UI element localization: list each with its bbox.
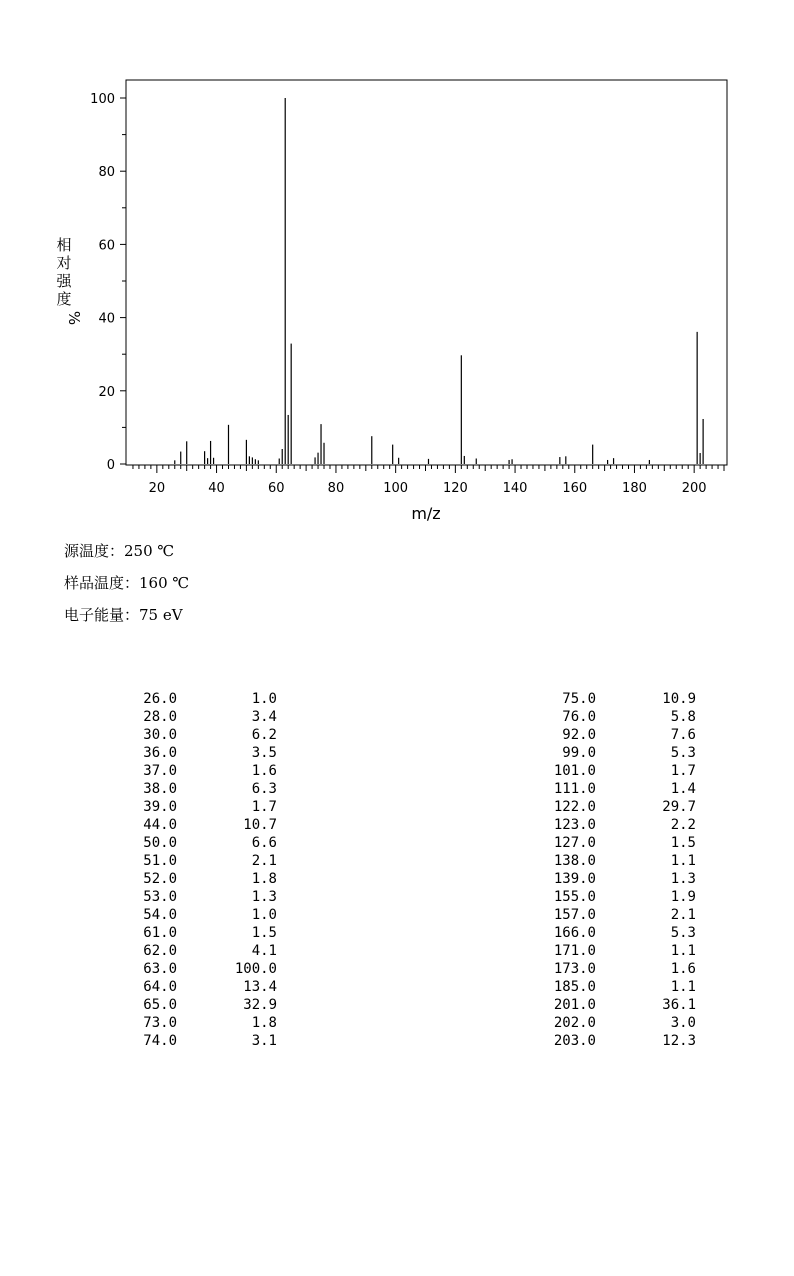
y-tick-label: 20	[98, 384, 115, 400]
mass-spectrum-chart	[0, 0, 794, 540]
y-axis-label-char: 相	[56, 236, 72, 254]
table-row	[552, 708, 696, 726]
y-tick-label: 0	[106, 458, 115, 473]
mz-value: 30.0	[143, 727, 177, 743]
mz-value: 92.0	[562, 727, 596, 743]
intensity-value: 1.3	[251, 889, 277, 905]
table-row	[552, 762, 696, 780]
table-row	[552, 888, 696, 906]
mz-value: 173.0	[553, 961, 596, 977]
y-axis-label	[56, 236, 83, 325]
intensity-value: 1.0	[251, 907, 277, 923]
mz-value: 185.0	[553, 979, 596, 995]
y-tick-label: 80	[98, 165, 115, 181]
table-row	[552, 1032, 696, 1050]
x-tick-label: 80	[327, 481, 345, 496]
intensity-value: 10.9	[662, 691, 696, 707]
y-axis-label-char: 强	[56, 272, 72, 290]
mz-value: 28.0	[143, 709, 177, 725]
x-tick-label: 40	[208, 481, 225, 496]
mz-value: 75.0	[562, 691, 596, 707]
intensity-value: 1.1	[670, 979, 696, 995]
mz-value: 73.0	[143, 1015, 177, 1031]
intensity-value: 7.6	[670, 727, 696, 743]
intensity-value: 2.1	[670, 907, 696, 923]
table-row	[552, 690, 696, 708]
table-row	[552, 852, 696, 870]
table-row	[133, 906, 277, 924]
mz-value: 171.0	[553, 943, 596, 959]
table-row	[133, 744, 277, 762]
intensity-value: 13.4	[243, 979, 277, 995]
table-row	[552, 960, 696, 978]
electron-energy: 电子能量：75 eV	[64, 606, 183, 624]
table-row	[552, 906, 696, 924]
x-tick-label: 160	[562, 481, 588, 496]
mz-value: 157.0	[553, 907, 596, 923]
table-row	[552, 816, 696, 834]
intensity-value: 5.3	[670, 745, 696, 761]
mz-value: 123.0	[553, 817, 596, 833]
intensity-value: 100.0	[234, 961, 277, 977]
intensity-value: 1.5	[251, 925, 277, 941]
intensity-value: 1.5	[670, 835, 696, 851]
x-tick-label: 120	[442, 481, 468, 496]
table-row	[133, 708, 277, 726]
intensity-value: 1.8	[251, 871, 277, 887]
table-row	[133, 762, 277, 780]
mz-value: 127.0	[553, 835, 596, 851]
intensity-value: 6.3	[251, 781, 277, 797]
x-tick-label: 60	[267, 481, 285, 496]
y-axis	[90, 92, 126, 473]
intensity-value: 1.0	[251, 691, 277, 707]
intensity-value: 6.2	[251, 727, 277, 743]
mz-value: 201.0	[553, 997, 596, 1013]
intensity-value: 1.6	[670, 961, 696, 977]
intensity-value: 29.7	[662, 799, 696, 815]
x-axis	[133, 465, 724, 496]
y-axis-label-char: 度	[56, 290, 72, 308]
table-row	[133, 996, 277, 1014]
x-tick-label: 100	[383, 481, 409, 496]
intensity-value: 2.1	[251, 853, 277, 869]
intensity-value: 3.5	[251, 745, 277, 761]
mz-value: 64.0	[143, 979, 177, 995]
mz-value: 139.0	[553, 871, 596, 887]
intensity-value: 1.7	[670, 763, 696, 779]
table-row	[133, 690, 277, 708]
intensity-value: 1.4	[670, 781, 696, 797]
table-row	[552, 780, 696, 798]
mz-value: 74.0	[143, 1033, 177, 1049]
x-tick-label: 200	[681, 481, 707, 496]
intensity-value: 1.9	[670, 889, 696, 905]
intensity-value: 6.6	[251, 835, 277, 851]
table-row	[552, 870, 696, 888]
intensity-value: 5.8	[670, 709, 696, 725]
mz-value: 54.0	[143, 907, 177, 923]
y-tick-label: 100	[90, 92, 115, 107]
y-tick-label: 60	[98, 238, 115, 254]
table-row	[552, 978, 696, 996]
mz-value: 52.0	[143, 871, 177, 887]
table-row	[552, 726, 696, 744]
mz-value: 166.0	[553, 925, 596, 941]
y-tick-label: 40	[98, 311, 115, 327]
table-row	[552, 1014, 696, 1032]
intensity-value: 1.1	[670, 943, 696, 959]
mz-value: 101.0	[553, 763, 596, 779]
table-row	[552, 924, 696, 942]
intensity-value: 32.9	[243, 997, 277, 1013]
table-row	[133, 1032, 277, 1050]
table-row	[133, 834, 277, 852]
intensity-value: 1.1	[670, 853, 696, 869]
table-row	[552, 942, 696, 960]
source-temperature: 源温度：250 ℃	[64, 542, 175, 560]
plot-frame	[126, 80, 727, 465]
peak-table-right	[552, 690, 696, 1050]
intensity-value: 36.1	[662, 997, 696, 1013]
table-row	[133, 924, 277, 942]
mz-value: 202.0	[553, 1015, 596, 1031]
sample-temperature: 样品温度：160 ℃	[64, 574, 190, 592]
mz-value: 26.0	[143, 691, 177, 707]
mz-value: 53.0	[143, 889, 177, 905]
intensity-value: 4.1	[251, 943, 277, 959]
table-row	[133, 960, 277, 978]
table-row	[133, 942, 277, 960]
mz-value: 36.0	[143, 745, 177, 761]
table-row	[552, 798, 696, 816]
table-row	[133, 870, 277, 888]
mz-value: 38.0	[143, 781, 177, 797]
intensity-value: 3.1	[251, 1033, 277, 1049]
mz-value: 203.0	[553, 1033, 596, 1049]
mz-value: 63.0	[143, 961, 177, 977]
y-axis-label-char: %	[65, 310, 83, 326]
mz-value: 61.0	[143, 925, 177, 941]
intensity-value: 1.8	[251, 1015, 277, 1031]
x-axis-label: m/z	[411, 504, 441, 523]
intensity-value: 1.6	[251, 763, 277, 779]
table-row	[133, 816, 277, 834]
mz-value: 44.0	[143, 817, 177, 833]
table-row	[133, 852, 277, 870]
mz-value: 122.0	[553, 799, 596, 815]
x-tick-label: 20	[148, 481, 166, 496]
table-row	[552, 834, 696, 852]
table-row	[552, 996, 696, 1014]
x-tick-label: 140	[502, 481, 528, 496]
mz-value: 37.0	[143, 763, 177, 779]
mz-value: 50.0	[143, 835, 177, 851]
table-row	[133, 1014, 277, 1032]
mz-value: 51.0	[143, 853, 177, 869]
mz-value: 65.0	[143, 997, 177, 1013]
peak-table-left	[133, 690, 277, 1050]
mz-value: 111.0	[553, 781, 596, 797]
table-row	[133, 780, 277, 798]
table-row	[133, 798, 277, 816]
intensity-value: 3.0	[670, 1015, 696, 1031]
intensity-value: 3.4	[251, 709, 277, 725]
mz-value: 39.0	[143, 799, 177, 815]
table-row	[552, 744, 696, 762]
y-axis-label-char: 对	[56, 254, 72, 272]
intensity-value: 12.3	[662, 1033, 696, 1049]
mz-value: 99.0	[562, 745, 596, 761]
intensity-value: 1.3	[670, 871, 696, 887]
peak-series	[175, 98, 703, 464]
intensity-value: 10.7	[243, 817, 277, 833]
x-tick-label: 180	[622, 481, 647, 496]
mz-value: 138.0	[553, 853, 596, 869]
mz-value: 62.0	[143, 943, 177, 959]
intensity-value: 5.3	[670, 925, 696, 941]
table-row	[133, 726, 277, 744]
intensity-value: 1.7	[251, 799, 277, 815]
intensity-value: 2.2	[670, 817, 696, 833]
table-row	[133, 978, 277, 996]
mz-value: 76.0	[562, 709, 596, 725]
mz-value: 155.0	[553, 889, 596, 905]
table-row	[133, 888, 277, 906]
